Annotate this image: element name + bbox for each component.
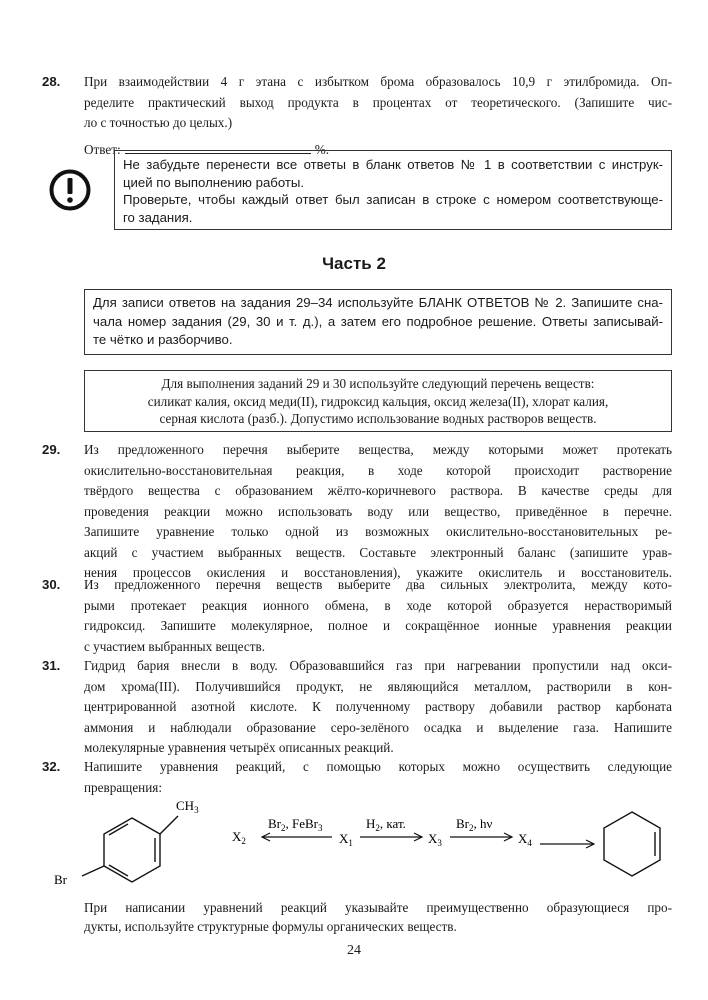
answer-unit: %. bbox=[314, 141, 330, 157]
instruction-box bbox=[84, 289, 672, 355]
task-text-line: дом хрома(III). Получившийся продукт, не являющийся металлом, растворили в кон- bbox=[84, 678, 672, 694]
note-line: дукты, используйте структурные формулы органических веществ. bbox=[84, 918, 457, 934]
task-number: 30. bbox=[42, 577, 61, 592]
task-text-line: Из предложенного перечня веществ выберите два сильных электролита, между кото- bbox=[84, 577, 672, 592]
task-text-line: акций с участием выбранных веществ. Составьте электронный баланс (запишите урав- bbox=[84, 544, 672, 560]
substances-line: Для выполнения заданий 29 и 30 используйте следующий перечень веществ: bbox=[161, 376, 595, 391]
compound-x1: $X_1$ bbox=[339, 831, 353, 848]
exclamation-circle-icon bbox=[48, 168, 92, 212]
task-30 bbox=[42, 575, 672, 657]
task-text-line: Напишите уравнения реакций, с помощью которых можно осуществить следующие bbox=[84, 759, 672, 774]
arrow-right-2 bbox=[450, 833, 512, 841]
task-number: 29. bbox=[42, 442, 61, 457]
notice-line: Не забудьте перенести все ответы в бланк ответов № 1 в соответствии с инструк- bbox=[123, 157, 663, 172]
task-text-line: Запишите уравнение только одной из возможных окислительно-восстановительных ре- bbox=[84, 524, 672, 539]
instruction-line: те чётко и разборчиво. bbox=[93, 332, 233, 347]
reagent-h2-cat: $H_2$, кат. bbox=[366, 816, 406, 833]
task-text-line: проведения реакции можно использовать воду или вещество, приведённое в перечне. bbox=[84, 503, 672, 519]
task-number: 32. bbox=[42, 759, 61, 774]
task-text-line: центрированной азотной кислоте. К полученному раствору добавили раствор карбоната bbox=[84, 699, 672, 714]
task-31 bbox=[42, 656, 672, 759]
compound-x4: $X_4$ bbox=[518, 831, 532, 848]
task-text-line: гидроксид. Запишите молекулярное, полное и сокращённое ионные уравнения реакции bbox=[84, 618, 672, 633]
task-text-line: рыми протекает реакция ионного обмена, в ходе которой образуется нерастворимый bbox=[84, 597, 672, 613]
task-text-line: нения процессов окисления и восстановления), укажите окислитель и восстановитель. bbox=[84, 565, 672, 580]
br-substituent: Br bbox=[54, 872, 67, 887]
cyclohexene-structure bbox=[604, 812, 660, 876]
notice-line: го задания. bbox=[123, 209, 193, 225]
instruction-line: Для записи ответов на задания 29–34 используйте БЛАНК ОТВЕТОВ № 2. Запишите сна- bbox=[93, 295, 663, 310]
ch3-group: $CH_3$ bbox=[176, 798, 199, 815]
reaction-scheme bbox=[42, 790, 682, 890]
substances-line: серная кислота (разб.). Допустимо использование водных растворов веществ. bbox=[159, 411, 597, 426]
task-text-line: Из предложенного перечня выберите вещества, между которыми может протекать bbox=[84, 442, 672, 457]
arrow-left bbox=[262, 833, 332, 841]
task-text-line: окислительно-восстановительная реакция, в ходе которой происходит растворение bbox=[84, 462, 672, 478]
task-text-line: твёрдого вещества с образованием жёлто-коричневого раствора. В качестве среды для bbox=[84, 483, 672, 498]
task-text-line: ределите практический выход продукта в процентах от теоретического. (Запишите чис- bbox=[84, 94, 672, 110]
reagent-br2-febr3: $Br_2$, FeBr$_3$ bbox=[268, 816, 323, 833]
task-text-line: ло с точностью до целых.) bbox=[84, 115, 233, 130]
task-text-line: превращения: bbox=[84, 779, 163, 795]
compound-x2: $X_2$ bbox=[232, 829, 246, 846]
scheme-note bbox=[84, 899, 672, 936]
answer-label: Ответ: bbox=[84, 141, 121, 157]
task-text-line: При взаимодействии 4 г этана с избытком брома образовалось 10,9 г этилбромида. Оп- bbox=[84, 74, 672, 89]
arrow-right-1 bbox=[360, 833, 422, 841]
instruction-line: чала номер задания (29, 30 и т. д.), а затем его подробное решение. Ответы записывай- bbox=[93, 313, 663, 329]
task-text-line: Гидрид бария внесли в воду. Образовавшийся газ при нагревании пропустили над окси- bbox=[84, 658, 672, 673]
task-number: 28. bbox=[42, 74, 61, 89]
task-29 bbox=[42, 440, 672, 584]
substances-box bbox=[84, 370, 672, 432]
note-line: При написании уравнений реакций указывайте преимущественно образующиеся про- bbox=[84, 900, 672, 915]
substances-line: силикат калия, оксид меди(II), гидроксид кальция, оксид железа(II), хлорат калия, bbox=[147, 393, 609, 409]
task-text-line: с участием выбранных веществ. bbox=[84, 638, 265, 654]
task-text-line: молекулярные уравнения четырёх описанных реакций. bbox=[84, 740, 394, 755]
task-number: 31. bbox=[42, 658, 61, 673]
notice-line: цией по выполнению работы. bbox=[123, 174, 305, 190]
part-title: Часть 2 bbox=[322, 254, 386, 273]
notice-line: Проверьте, чтобы каждый ответ был записан в строке с номером соответствующе- bbox=[123, 192, 663, 207]
bromotoluene-structure bbox=[82, 816, 178, 882]
notice-box bbox=[114, 150, 672, 230]
arrow-right-3 bbox=[540, 840, 594, 848]
task-text-line: аммония и наблюдали образование серо-зелёного осадка и выделение газа. Напишите bbox=[84, 719, 672, 735]
compound-x3: $X_3$ bbox=[428, 831, 442, 848]
task-28 bbox=[42, 72, 672, 160]
page-number: 24 bbox=[347, 943, 361, 958]
reagent-br2-hv: $Br_2$, hν bbox=[456, 816, 493, 833]
